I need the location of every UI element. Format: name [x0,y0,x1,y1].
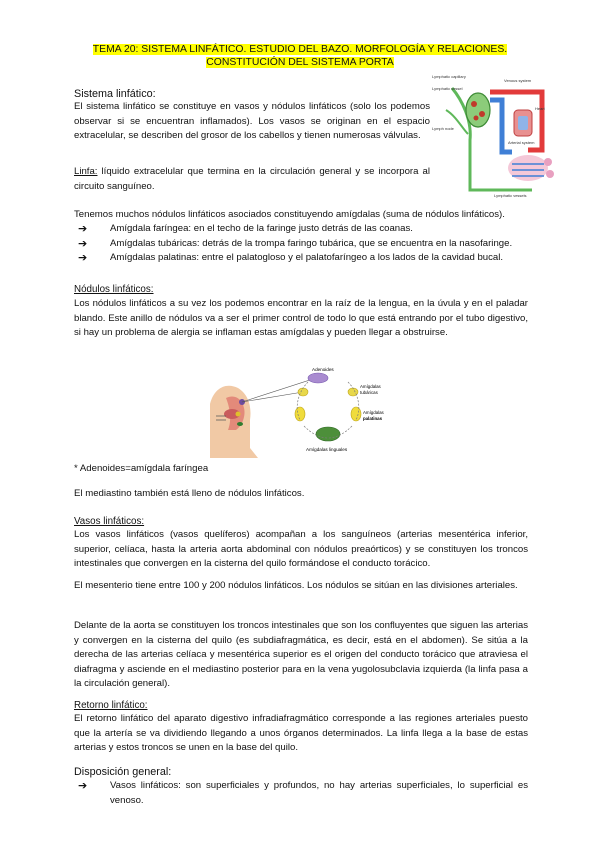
fig1-label-node: Lymph node [432,126,454,131]
list-item: ➔ Vasos linfáticos: son superficiales y profundos, no hay arterias superficiales, lo superficial es venoso. [78,780,528,806]
nodulos-heading: Nódulos linfáticos: [74,284,154,295]
fig2-label-tubaricas-1: Amígdalas [360,384,381,389]
fig1-label-arterial: Arterial system [508,140,535,145]
nodulos-paragraph: Los nódulos linfáticos a su vez los podemos encontrar en la raíz de la lengua, en la úvula y en el paladar blando. Este anillo de nódulos va a ser el primer control de todo lo que está entrando por el tubo digestivo, si hay un problema de alergia se inflaman estas amígdalas y pueden llegar a obstruirse. [74,298,528,338]
sistema-heading: Sistema linfático: [74,88,156,100]
fig1-label-capillary: Lymphatic capillary [432,74,466,79]
arrow-icon: ➔ [78,252,88,264]
arrow-icon: ➔ [78,223,88,235]
retorno-paragraph: El retorno linfático del aparato digestivo infradiafragmático corresponde a las regiones arteriales puesto que la artería se va dividiendo llegando a unos órganos determinados. La linfa llega a la base de estas arterias y estos troncos se unen en la base del quilo. [74,713,528,753]
lymphatic-circulation-diagram [432,70,560,200]
fig2-label-palatinas-1: Amígdalas [363,410,384,415]
linfa-label: Linfa: [74,166,98,177]
linfa-paragraph [74,165,430,194]
list-item: ➔ Amígdalas tubáricas: detrás de la trompa faringo tubárica, que se encuentra en la nasofaringe. [78,237,513,250]
vasos-paragraph: Los vasos linfáticos (vasos quelíferos) acompañan a los sanguíneos (arterias mesentérica inferior, superior, celíaca, hasta la arteria aorta abdominal con nódulos preaórticos) y se constituyen los troncos intestinales que convergen en la cisterna del quilo formándose el conducto torácico. [74,529,528,569]
arrow-icon: ➔ [78,237,88,250]
title-line-2: CONSTITUCIÓN DEL SISTEMA PORTA [206,57,394,68]
linfa-text: líquido extracelular que termina en la circulación general y se incorpora al circuito sanguíneo. [74,166,430,192]
arrow-icon: ➔ [78,780,88,792]
mesenterio-paragraph: El mesenterio tiene entre 100 y 200 nódulos linfáticos. Los nódulos se sitúan en las divisiones arteriales. [74,580,518,591]
amigdalas-intro: Tenemos muchos nódulos linfáticos asociados constituyendo amígdalas (suma de nódulos linfáticos). [74,209,505,220]
fig1-label-vessels: Lymphatic vessels [494,193,527,198]
disposicion-list [74,779,528,808]
document-title [74,43,526,69]
vasos-heading: Vasos linfáticos: [74,516,145,527]
fig1-label-vessel: Lymphatic vessel [432,86,463,91]
sistema-paragraph: El sistema linfático se constituye en vasos y nódulos linfáticos (solo los podemos observar si se encuentran inflamados). Los vasos se originan en el espacio extracelular, se describen del grosor de los cabellos y tienen numerosas válvulas. [74,101,430,141]
mediastino-paragraph: El mediastino también está lleno de nódulos linfáticos. [74,488,305,499]
tonsil-ring-diagram [208,358,404,460]
fig2-label-tubaricas-2: tubáricas [360,390,378,395]
aorta-paragraph: Delante de la aorta se constituyen los troncos intestinales que son los confluyentes que siguen las arterias y convergen en la cisterna del quilo (es subdiafragmática, es decir, está en el abdomen). Se sitúa a la derecha de las arterias celíaca y mesentérica superior es el origen del conducto torácico que atraviesa el diafragma y asciende en el mediastino posterior para en la vena yugolosubclavia izquierda (la linfa pasa a la circulación general). [74,620,528,689]
fig2-label-adenoides: Adenoides [312,367,334,372]
fig2-label-palatinas-2: palatinas [363,416,383,421]
retorno-heading: Retorno linfático: [74,700,148,711]
amigdalas-list [74,222,528,266]
list-item: ➔ Amígdala faríngea: en el techo de la faringe justo detrás de las coanas. [78,223,413,235]
disposicion-heading: Disposición general: [74,766,172,778]
title-line-1: TEMA 20: SISTEMA LINFÁTICO. ESTUDIO DEL BAZO. MORFOLOGÍA Y RELACIONES. [92,44,508,55]
list-item: ➔ Amígdalas palatinas: entre el palatogloso y el palatofaríngeo a los lados de la cavidad bucal. [78,252,504,264]
fig1-label-venous: Venous system [504,78,532,83]
fig2-label-linguales: Amígdalas linguales [306,447,348,452]
fig1-label-heart: Heart [535,106,545,111]
adenoides-note: * Adenoides=amígdala faríngea [74,463,209,474]
